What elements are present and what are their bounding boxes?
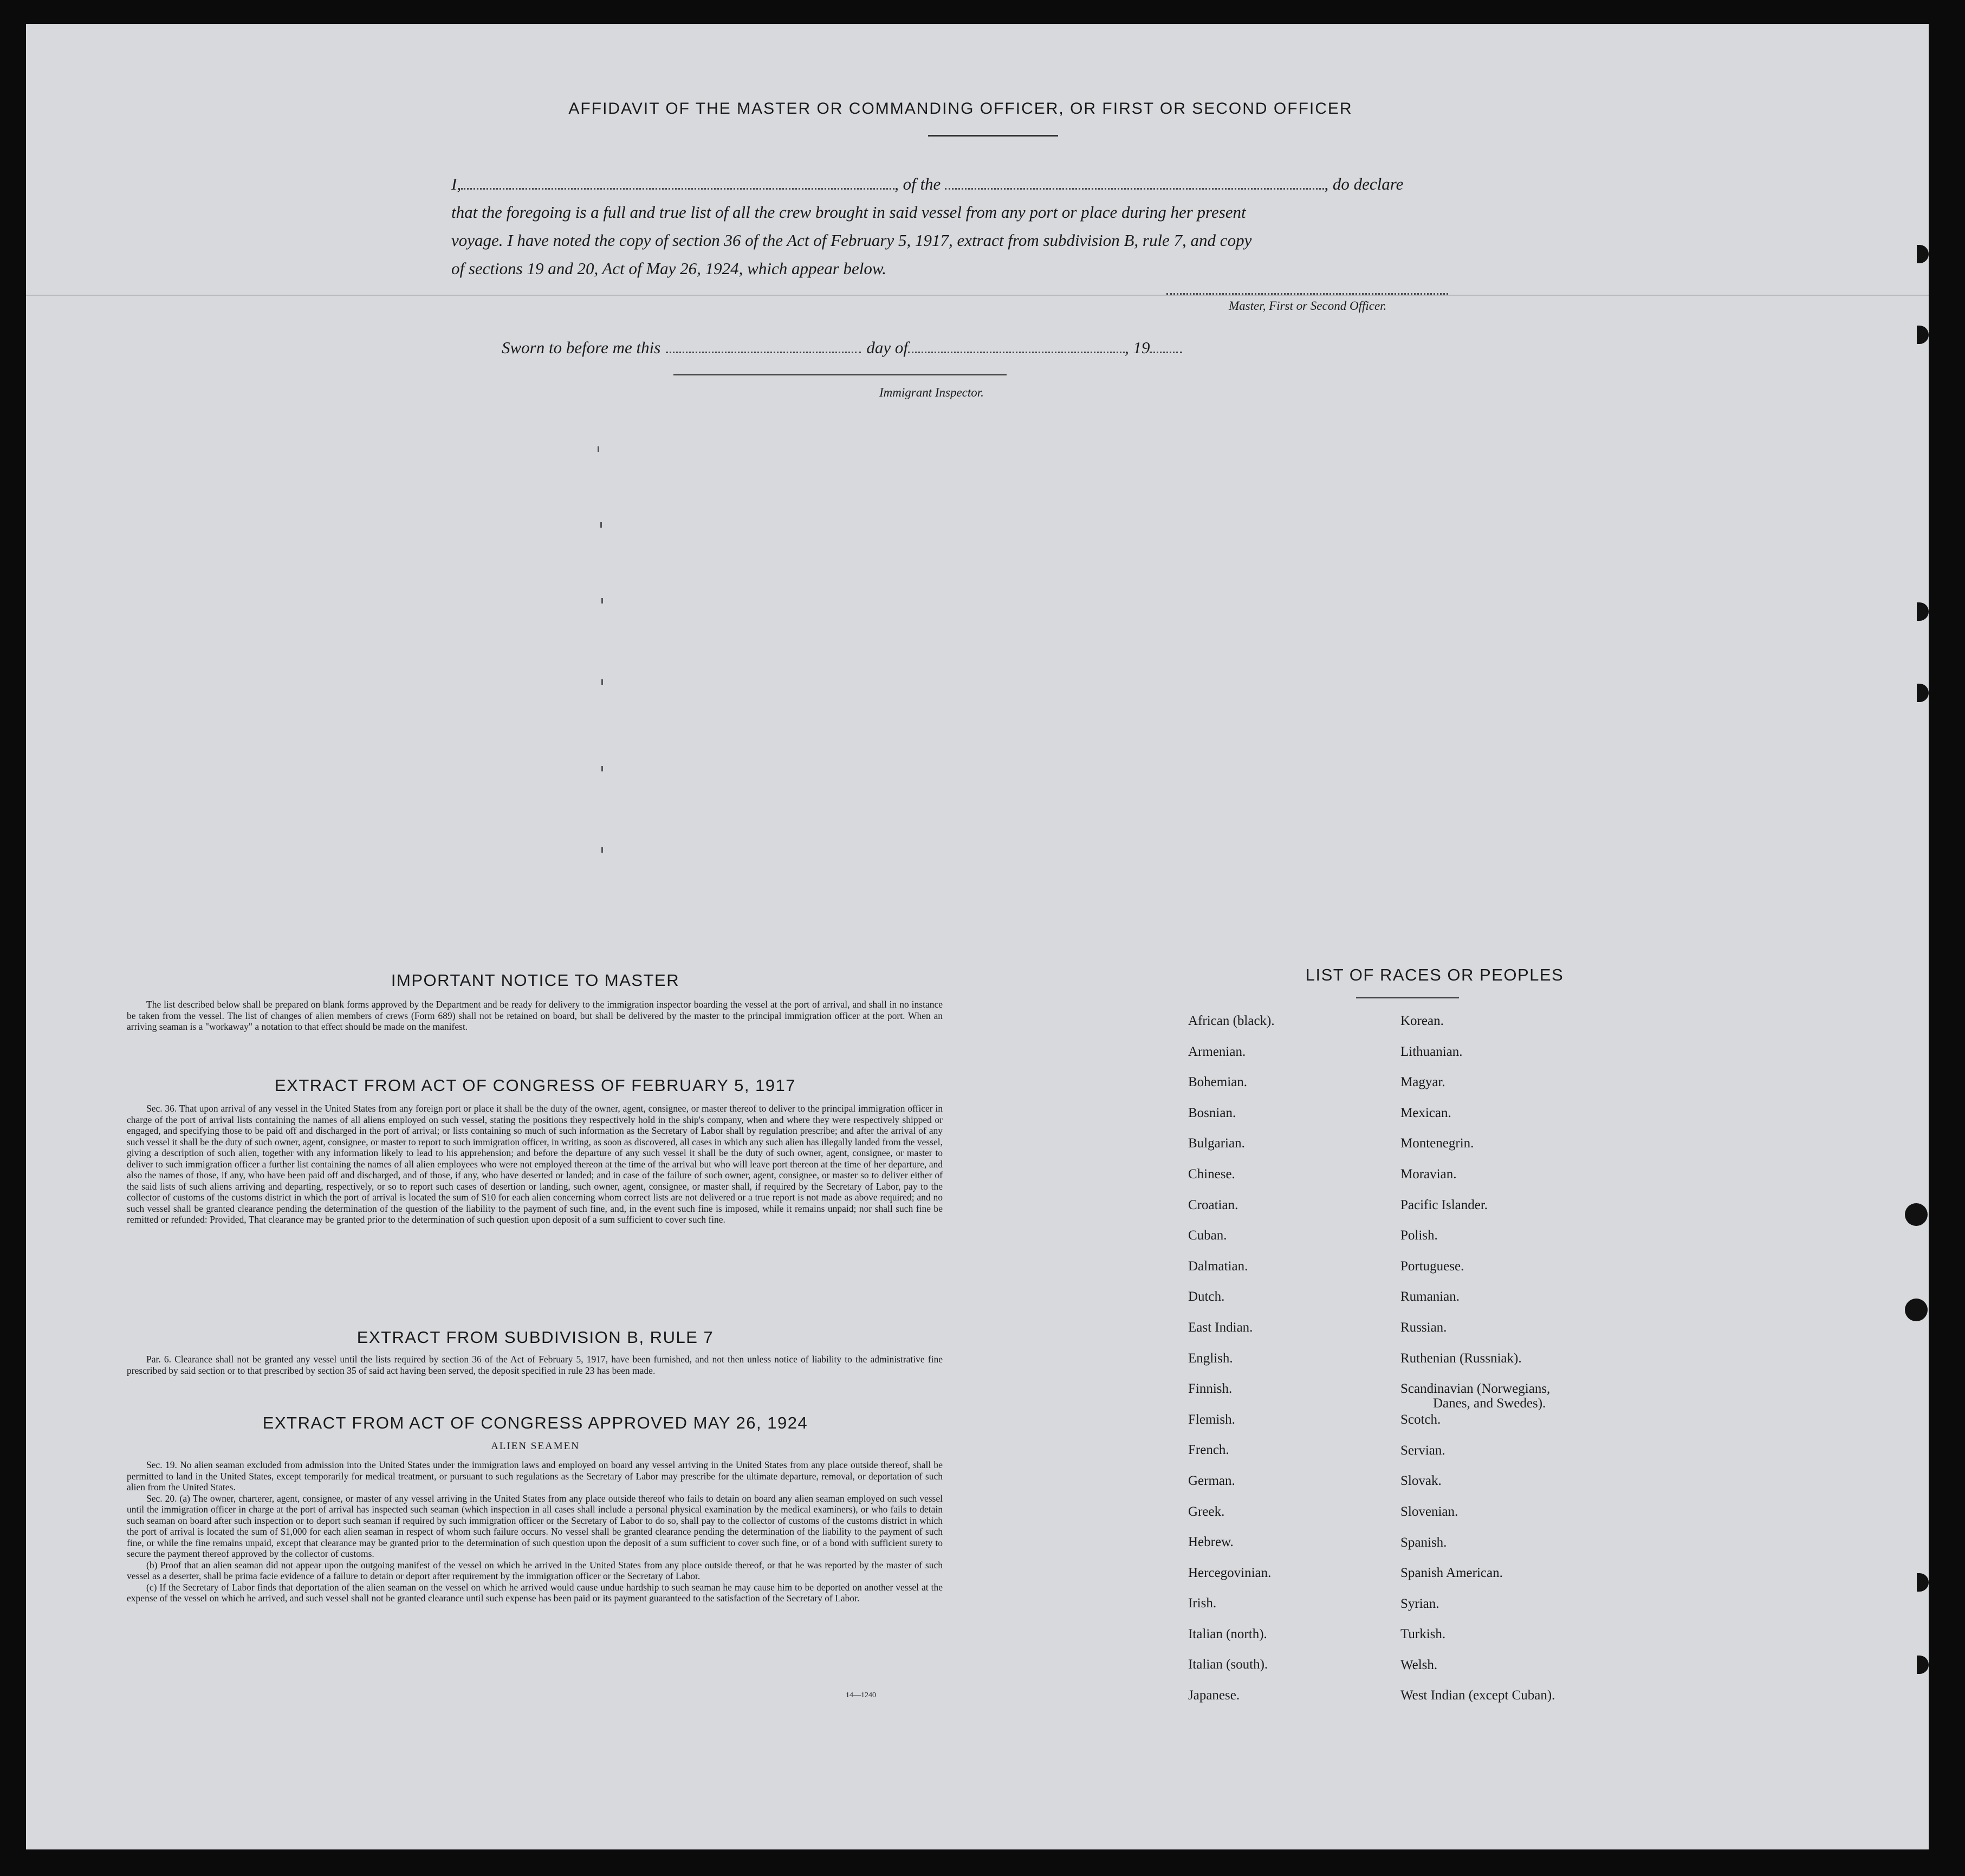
sworn-line: Sworn to before me this day of , 19 <box>502 338 1182 358</box>
declaration-line-2: that the foregoing is a full and true list of all the crew brought in said vessel from any port or place during her present <box>451 203 1246 222</box>
race-right-3: Mexican. <box>1400 1105 1451 1120</box>
punch-hole <box>1917 684 1929 702</box>
name-blank <box>461 176 894 190</box>
race-left-3: Bosnian. <box>1188 1105 1236 1120</box>
scan-mark <box>601 847 603 853</box>
race-right-11: Ruthenian (Russniak). <box>1400 1351 1522 1366</box>
race-right-17: Spanish. <box>1400 1535 1447 1550</box>
notice-title: IMPORTANT NOTICE TO MASTER <box>391 971 680 990</box>
scan-mark <box>601 598 603 603</box>
race-left-6: Croatian. <box>1188 1197 1238 1212</box>
declaration-line-1: I, , of the , do declare <box>451 174 1404 193</box>
race-left-15: German. <box>1188 1473 1235 1488</box>
sec-19: Sec. 19. No alien seaman excluded from admission into the United States under the immigration laws and employed on board any vessel arriving in the United States from any place outside thereof, shall be permitted to land in the United States, except temporarily for medical treatment, or pursuant to such regulations as the Secretary of Labor may prescribe for the ultimate departure, removal, or deportation of such alien from the United States. <box>127 1459 943 1492</box>
inspector-signature-line <box>673 374 1007 375</box>
scan-mark <box>598 446 599 452</box>
race-left-14: French. <box>1188 1443 1229 1458</box>
race-left-1: Armenian. <box>1188 1044 1246 1059</box>
notice-text: The list described below shall be prepared on blank forms approved by the Department and be ready for delivery to the immigration inspector boarding the vessel at the port of arrival, and shall in no instance be taken from the vessel. The list of changes of alien members of crews (Form 689) shall not be retained on board, but shall be delivered by the master to the principal immigration officer at the port. When an arriving seaman is a "workaway" a notation to that effect should be made on the manifest. <box>127 999 943 1032</box>
race-left-17: Hebrew. <box>1188 1535 1234 1550</box>
act-1924-title: EXTRACT FROM ACT OF CONGRESS APPROVED MAY 26, 1924 <box>262 1413 808 1432</box>
race-right-21: Welsh. <box>1400 1657 1438 1672</box>
race-left-4: Bulgarian. <box>1188 1136 1245 1151</box>
signature-label: Master, First or Second Officer. <box>1229 299 1387 313</box>
race-right-1: Lithuanian. <box>1400 1044 1463 1059</box>
sec-20b: (b) Proof that an alien seaman did not appear upon the outgoing manifest of the vessel on which he arrived in the United States from any place outside thereof, or that he was reported by the master of such vessel as a deserter, shall be prima facie evidence of a failure to detain or deport after requirement by the immigration officer or the Secretary of Labor. <box>127 1559 943 1581</box>
document-page <box>26 24 1929 1849</box>
race-right-22: West Indian (except Cuban). <box>1400 1688 1555 1703</box>
punch-hole <box>1917 1573 1929 1592</box>
affidavit-title: AFFIDAVIT OF THE MASTER OR COMMANDING OFFICER, OR FIRST OR SECOND OFFICER <box>568 100 1353 118</box>
act-1924-text <box>127 1459 943 1604</box>
races-title: LIST OF RACES OR PEOPLES <box>1305 965 1564 984</box>
declaration-line-3: voyage. I have noted the copy of section 36 of the Act of February 5, 1917, extract from subdivision B, rule 7, and copy <box>451 231 1252 250</box>
race-right-18: Spanish American. <box>1400 1566 1503 1581</box>
race-left-11: English. <box>1188 1351 1233 1366</box>
race-right-12: Scandinavian (Norwegians, <box>1400 1381 1551 1397</box>
declaration-block <box>451 170 1554 283</box>
race-right-19: Syrian. <box>1400 1596 1439 1611</box>
race-left-9: Dutch. <box>1188 1289 1225 1304</box>
races-title-rule <box>1356 997 1459 998</box>
race-right-continuation: Danes, and Swedes). <box>1433 1396 1546 1411</box>
punch-hole <box>1905 1203 1928 1226</box>
scan-mark <box>600 522 602 528</box>
race-right-8: Portuguese. <box>1400 1258 1464 1274</box>
scan-mark <box>601 679 603 685</box>
form-number: 14—1240 <box>846 1691 876 1699</box>
race-left-5: Chinese. <box>1188 1166 1235 1182</box>
race-right-13: Scotch. <box>1400 1412 1441 1427</box>
race-right-10: Russian. <box>1400 1320 1447 1335</box>
race-right-6: Pacific Islander. <box>1400 1197 1488 1212</box>
race-left-18: Hercegovinian. <box>1188 1565 1272 1580</box>
race-right-15: Slovak. <box>1400 1473 1442 1489</box>
race-left-8: Dalmatian. <box>1188 1258 1248 1274</box>
punch-hole <box>1917 602 1929 621</box>
scan-mark <box>601 766 603 771</box>
race-right-2: Magyar. <box>1400 1075 1445 1090</box>
declaration-line-4: of sections 19 and 20, Act of May 26, 1924, which appear below. <box>451 259 887 278</box>
race-left-20: Italian (north). <box>1188 1626 1267 1641</box>
race-right-14: Servian. <box>1400 1443 1445 1458</box>
race-left-13: Flemish. <box>1188 1412 1235 1427</box>
year-blank <box>1150 340 1182 353</box>
punch-hole <box>1917 1656 1929 1674</box>
act-1917-text: Sec. 36. That upon arrival of any vessel in the United States from any foreign port or place it shall be the duty of the owner, agent, consignee, or master thereof to deliver to the principal immigration officer in charge of the port of arrival lists containing the names of all aliens employed on such vessel, stating the positions they respectively hold in the ship's company, when and where they were respectively shipped or engaged, and specifying those to be paid off and discharged in the port of arrival; or lists containing so much of such information as the Secretary of Labor shall by regulation prescribe; and after the arrival of any such vessel it shall be the duty of such owner, agent, consignee, or master to report to such immigration officer, in writing, as soon as discovered, all cases in which any such alien has illegally landed from the vessel, giving a description of such alien, together with any information likely to lead to his apprehension; and before the departure of any such vessel it shall be the duty of such owner, agent, consignee, or master to deliver to such immigration officer a further list containing the names of all alien employees who were not employed thereon at the time of the arrival but who will leave port thereon at the time of her departure, and also the names of those, if any, who have been paid off and discharged, and of those, if any, who have deserted or landed; and in case of the failure of such owner, agent, consignee, or master so to deliver either of the said lists of such aliens arriving and departing, respectively, or so to report such cases of desertion or landing, such owner, agent, consignee, or master shall, if required by the Secretary of Labor, pay to the collector of customs of the customs district in which the port of arrival is located the sum of $10 for each alien concerning whom correct lists are not delivered or a true report is not made as above required; and no such vessel shall be granted clearance pending the determination of the question of the liability to the payment of such fine, and, in the event such fine is imposed, while it remains unpaid; nor shall such fine be remitted or refunded: Provided, That clearance may be granted prior to the determination of such question upon deposit of a sum sufficient to cover such fine. <box>127 1103 943 1225</box>
race-right-7: Polish. <box>1400 1228 1438 1243</box>
signature-line <box>1166 293 1448 295</box>
race-right-9: Rumanian. <box>1400 1289 1460 1304</box>
alien-seamen-subtitle: ALIEN SEAMEN <box>491 1440 580 1452</box>
races-left-column <box>1188 1012 1275 1718</box>
inspector-label: Immigrant Inspector. <box>879 386 984 399</box>
punch-hole <box>1905 1299 1928 1321</box>
punch-hole <box>1917 245 1929 263</box>
rule-7-title: EXTRACT FROM SUBDIVISION B, RULE 7 <box>356 1328 714 1347</box>
race-left-21: Italian (south). <box>1188 1657 1268 1672</box>
race-right-0: Korean. <box>1400 1014 1444 1028</box>
vessel-blank <box>945 176 1324 190</box>
month-blank <box>908 340 1125 353</box>
sec-20c: (c) If the Secretary of Labor finds that deportation of the alien seaman on the vessel on which he arrived would cause undue hardship to such seaman he may cause him to be deported on another vessel at the expense of the vessel on which he arrived, and such vessel shall not be granted clearance until such expense has been paid or its payment guaranteed to the satisfaction of the Secretary of Labor. <box>127 1581 943 1604</box>
day-blank <box>666 340 861 353</box>
race-left-19: Irish. <box>1188 1596 1217 1611</box>
race-right-16: Slovenian. <box>1400 1504 1458 1519</box>
race-right-4: Montenegrin. <box>1400 1136 1474 1151</box>
race-left-12: Finnish. <box>1188 1381 1233 1397</box>
sec-20a: Sec. 20. (a) The owner, charterer, agent, consignee, or master of any vessel arriving in the United States from any place outside thereof who fails to detain on board any alien seaman employed on such vessel until the immigration officer in charge at the port of arrival has inspected such seaman (which inspection in all cases shall include a personal physical examination by the medical examiners), or who fails to detain such seaman on board after such inspection or to deport such seaman if required by such immigration officer or the Secretary of Labor to do so, shall pay to the collector of customs of the customs district in which the port of arrival is located the sum of $1,000 for each alien seaman in respect of whom such failure occurs. No vessel shall be granted clearance pending the determination of the liability to the payment of such fine, or while the fine remains unpaid, except that clearance may be granted prior to the determination of such question upon the deposit of a sum sufficient to cover such fine, or of a bond with sufficient surety to secure the payment thereof approved by the collector of customs. <box>127 1492 943 1559</box>
race-left-10: East Indian. <box>1188 1320 1253 1335</box>
race-right-20: Turkish. <box>1400 1627 1446 1642</box>
race-left-0: African (black). <box>1188 1014 1275 1028</box>
punch-hole <box>1917 326 1929 344</box>
rule-7-text: Par. 6. Clearance shall not be granted any vessel until the lists required by section 36 of the Act of February 5, 1917, have been furnished, and not then unless notice of liability to the administrative fine prescribed by said section or to that prescribed by section 35 of said act having been served, the deposit specified in rule 23 has been made. <box>127 1354 943 1376</box>
race-left-2: Bohemian. <box>1188 1075 1248 1090</box>
races-right-column <box>1400 1012 1555 1718</box>
race-right-5: Moravian. <box>1400 1166 1457 1182</box>
scan-artifact-line <box>26 295 1929 296</box>
title-rule <box>928 135 1058 137</box>
race-left-22: Japanese. <box>1188 1688 1240 1703</box>
race-left-7: Cuban. <box>1188 1228 1227 1243</box>
act-1917-title: EXTRACT FROM ACT OF CONGRESS OF FEBRUARY 5, 1917 <box>274 1076 796 1095</box>
race-left-16: Greek. <box>1188 1504 1225 1519</box>
